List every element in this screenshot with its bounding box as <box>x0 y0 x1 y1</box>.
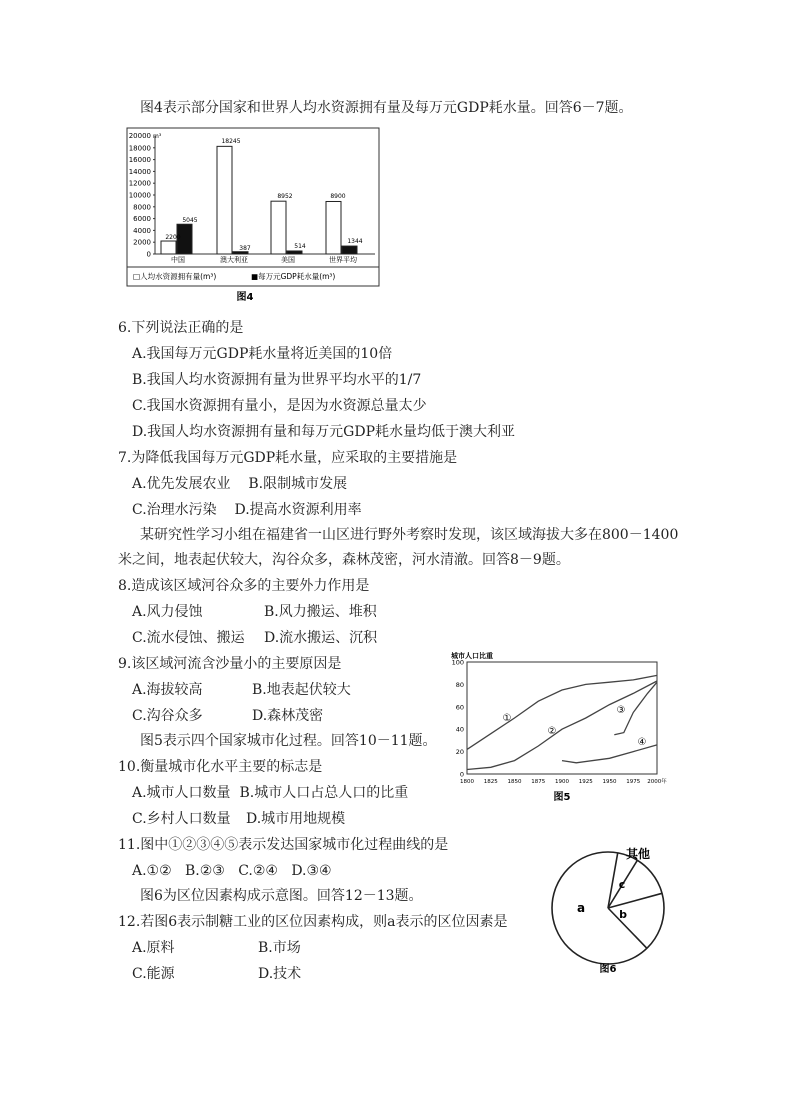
value-label: 387 <box>239 245 251 252</box>
bar-water-per-capita <box>161 241 176 254</box>
curve-label: ② <box>547 726 557 737</box>
bar-water-per-capita <box>271 201 286 254</box>
question-6-option-b: B.我国人均水资源拥有量为世界平均水平的1/7 <box>132 372 422 388</box>
curve-② <box>467 681 657 770</box>
value-label: 8900 <box>330 193 346 200</box>
figure-6-chart <box>545 840 675 975</box>
question-10-option-c: C.乡村人口数量 <box>132 811 231 827</box>
bar-water-per-capita <box>326 201 341 254</box>
question-10-option-d: D.城市用地规模 <box>246 811 346 827</box>
x-tick-label: 1850 <box>507 779 522 785</box>
value-label: 2200 <box>165 234 181 241</box>
question-8-option-a: A.风力侵蚀 <box>132 604 203 620</box>
question-11-options: A.①② B.②③ C.②④ D.③④ <box>132 863 332 879</box>
x-tick-label: 1825 <box>483 779 498 785</box>
pie-label-other: 其他 <box>625 847 651 861</box>
y-tick-label: 14000 <box>128 167 151 176</box>
figure-6 <box>545 840 675 979</box>
category-label: 中国 <box>171 256 185 264</box>
y-tick-label: 8000 <box>133 203 151 212</box>
pie-label-a: a <box>576 901 586 915</box>
y-axis-ticks <box>452 659 464 779</box>
y-tick-label: 100 <box>451 658 464 667</box>
y-tick-label: 2000 <box>133 238 151 247</box>
x-axis-ticks <box>460 777 667 785</box>
question-12-option-d: D.技术 <box>258 966 302 982</box>
figure-4-chart <box>125 126 385 306</box>
question-6-option-c: C.我国水资源拥有量小，是因为水资源总量太少 <box>132 398 427 414</box>
y-tick-label: 10000 <box>128 191 151 200</box>
pie-group <box>552 852 664 964</box>
category-label: 美国 <box>281 256 295 264</box>
y-tick-label: 40 <box>455 725 464 734</box>
y-tick-label: 12000 <box>128 179 151 188</box>
y-tick-label: 0 <box>146 250 151 259</box>
question-10-options-row1: A.城市人口数量 B.城市人口占总人口的比重 <box>132 785 409 801</box>
question-10-stem: 10.衡量城市化水平主要的标志是 <box>118 759 323 775</box>
question-8-option-b: B.风力搬运、堆积 <box>264 604 377 620</box>
category-label: 世界平均 <box>329 256 357 264</box>
question-8-option-c: C.流水侵蚀、搬运 <box>132 630 245 646</box>
question-6-option-a: A.我国每万元GDP耗水量将近美国的10倍 <box>132 346 393 362</box>
y-tick-label: 60 <box>455 703 464 712</box>
bar-water-per-gdp <box>233 252 248 254</box>
x-tick-label: 2000年 <box>647 779 667 785</box>
question-6-option-d: D.我国人均水资源拥有量和每万元GDP耗水量均低于澳大利亚 <box>132 424 516 440</box>
figure-5 <box>445 650 680 809</box>
category-label: 澳大利亚 <box>220 256 248 264</box>
intro-text-fig5: 图5表示四个国家城市化过程。回答10－11题。 <box>140 733 437 749</box>
y-tick-label: 80 <box>455 680 464 689</box>
question-12-option-c: C.能源 <box>132 966 175 982</box>
figure-5-chart <box>445 650 680 805</box>
intro-text-fig4: 图4表示部分国家和世界人均水资源拥有量及每万元GDP耗水量。回答6－7题。 <box>140 100 633 116</box>
x-tick-label: 1800 <box>460 779 474 785</box>
bar-water-per-gdp <box>342 246 357 254</box>
question-7-options-row2: C.治理水污染 D.提高水资源利用率 <box>132 502 362 518</box>
legend-water-per-capita: □人均水资源拥有量(m³) <box>133 272 217 281</box>
x-tick-label: 1925 <box>578 779 593 785</box>
x-tick-label: 1950 <box>602 779 617 785</box>
category-labels <box>171 255 357 264</box>
value-label: 1344 <box>347 238 363 245</box>
curve-label: ④ <box>637 737 647 748</box>
y-unit-label: m³ <box>153 133 162 140</box>
question-9-stem: 9.该区域河流含沙量小的主要原因是 <box>118 656 342 672</box>
curve-label: ① <box>502 713 512 724</box>
y-tick-label: 16000 <box>128 156 151 165</box>
curve-① <box>467 675 657 749</box>
intro-text-fig6: 图6为区位因素构成示意图。回答12－13题。 <box>140 888 423 904</box>
pie-label-c: c <box>618 878 626 891</box>
value-label: 8952 <box>277 193 293 200</box>
bar-water-per-gdp <box>287 251 302 254</box>
value-label: 5045 <box>182 217 198 224</box>
question-11-stem: 11.图中①②③④⑤表示发达国家城市化过程曲线的是 <box>118 837 449 853</box>
figure-5-frame <box>467 662 657 774</box>
intro-text-fieldtrip-2: 米之间，地表起伏较大，沟谷众多，森林茂密，河水清澈。回答8－9题。 <box>118 552 570 568</box>
pie-label-b: b <box>619 908 627 921</box>
x-tick-label: 1900 <box>555 779 569 785</box>
figure-4 <box>125 126 385 310</box>
question-12-option-a: A.原料 <box>132 940 175 956</box>
bars-group <box>161 146 357 254</box>
figure-6-caption: 图6 <box>599 964 617 975</box>
question-9-option-a: A.海拔较高 <box>132 682 203 698</box>
value-label: 514 <box>294 243 306 250</box>
question-8-option-d: D.流水搬运、沉积 <box>264 630 378 646</box>
y-tick-label: 0 <box>459 770 464 779</box>
value-label: 18245 <box>221 138 241 145</box>
y-tick-label: 20 <box>455 748 464 757</box>
x-tick-label: 1875 <box>531 779 546 785</box>
figure-5-caption: 图5 <box>553 792 571 803</box>
y-axis-ticks <box>129 144 155 258</box>
y-tick-label: 18000 <box>128 144 151 153</box>
figure-4-caption: 图4 <box>236 292 254 303</box>
question-6-stem: 6.下列说法正确的是 <box>118 320 244 336</box>
question-7-stem: 7.为降低我国每万元GDP耗水量，应采取的主要措施是 <box>118 450 458 466</box>
question-9-option-d: D.森林茂密 <box>252 708 324 724</box>
y-tick-label: 20000 <box>128 132 151 140</box>
legend-water-per-gdp: ■每万元GDP耗水量(m³) <box>251 272 336 281</box>
curve-label: ③ <box>616 705 626 716</box>
question-9-option-c: C.沟谷众多 <box>132 708 203 724</box>
intro-text-fieldtrip-1: 某研究性学习小组在福建省一山区进行野外考察时发现，该区域海拔大多在800－1400 <box>140 527 679 543</box>
curves-group <box>467 675 657 769</box>
bar-water-per-capita <box>217 146 232 254</box>
question-8-stem: 8.造成该区域河谷众多的主要外力作用是 <box>118 578 370 594</box>
question-7-options-row1: A.优先发展农业 B.限制城市发展 <box>132 476 348 492</box>
y-tick-label: 4000 <box>133 226 151 235</box>
question-9-option-b: B.地表起伏较大 <box>252 682 351 698</box>
y-tick-label: 6000 <box>133 215 151 224</box>
question-12-stem: 12.若图6表示制糖工业的区位因素构成，则a表示的区位因素是 <box>118 914 508 930</box>
question-12-option-b: B.市场 <box>258 940 301 956</box>
y-axis-title: 城市人口比重 <box>451 652 493 660</box>
x-tick-label: 1975 <box>626 779 641 785</box>
